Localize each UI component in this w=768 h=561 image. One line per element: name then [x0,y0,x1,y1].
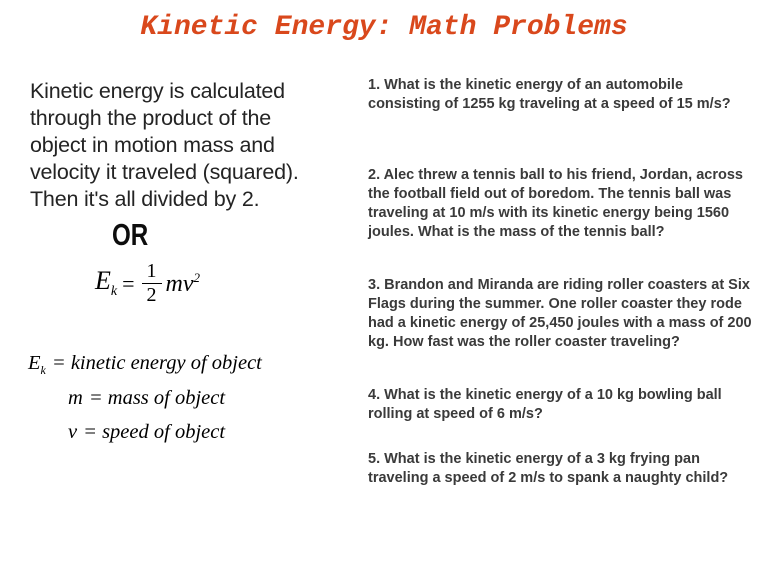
fraction-denominator: 2 [142,283,162,307]
fraction-numerator: 1 [146,260,157,282]
formula-terms [166,270,200,298]
definition-speed [28,419,262,454]
definition-symbol: m [68,386,83,409]
formula-mass-velocity: mv [165,270,194,297]
definition-symbol-subscript: k [40,363,46,378]
problem-2: 2. Alec threw a tennis ball to his friend, Jordan, across the football field out of boredom. The tennis ball was traveling at 10 m/s with its kinetic energy being 1560 joules. What is the mass of the tennis ball? [368,167,743,240]
problem-3: 3. Brandon and Miranda are riding roller coasters at Six Flags during the summer. One roller coaster they rode had a kinetic energy of 25,450 joules with a mass of 200 kg. How fast was the roller coaster traveling? [368,277,752,350]
definition-text: = mass of object [88,386,226,409]
definition-mass [28,385,262,420]
intro-paragraph [30,78,299,213]
slide-title: Kinetic Energy: Math Problems [140,12,628,43]
formula-fraction [142,260,162,307]
problem-5: 5. What is the kinetic energy of a 3 kg frying pan traveling a speed of 2 m/s to spank a naughty child? [368,451,729,486]
formula-symbol-subscript: k [110,284,118,300]
paragraph-line: object in motion mass and [30,133,275,157]
or-label: OR [112,217,149,252]
formula-symbol-letter: E [95,266,111,296]
paragraph-line: through the product of the [30,106,272,130]
definition-symbol: v [68,421,78,444]
paragraph-line: Kinetic energy is calculated [30,79,285,103]
definition-symbol: E [28,352,41,374]
kinetic-energy-formula [95,260,200,307]
definition-text: = kinetic energy of object [51,352,262,374]
paragraph-line: Then it's all divided by 2. [30,187,260,211]
formula-exponent: 2 [193,269,201,285]
definition-text: = speed of object [83,421,226,444]
definition-kinetic-energy [28,350,262,385]
formula-equals-sign: = [122,270,135,296]
formula-symbol [95,266,117,300]
problem-1: 1. What is the kinetic energy of an automobile consisting of 1255 kg traveling at a speed of 15 m/s? [368,77,731,112]
problem-4: 4. What is the kinetic energy of a 10 kg bowling ball rolling at speed of 6 m/s? [368,387,722,422]
variable-definitions [28,350,262,454]
paragraph-line: velocity it traveled (squared). [30,160,299,184]
